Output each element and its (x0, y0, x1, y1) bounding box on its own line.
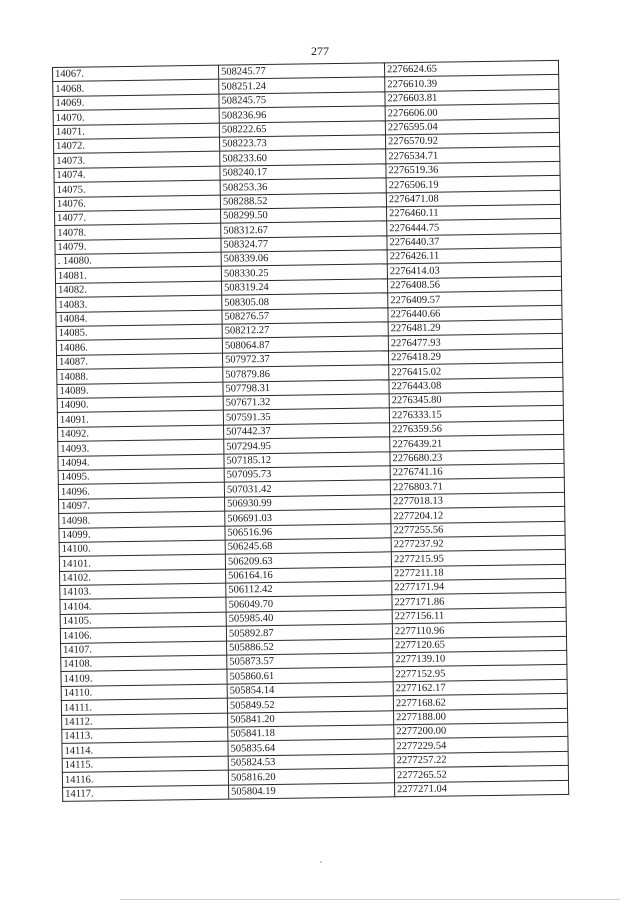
x-coordinate-cell: 505835.64 (228, 739, 394, 756)
x-coordinate-cell: 508253.36 (220, 178, 386, 195)
y-coordinate-cell: 2276534.71 (386, 147, 560, 164)
point-number-cell: 14097. (59, 497, 225, 514)
y-coordinate-cell: 2276415.02 (389, 363, 563, 380)
point-number-cell: 14109. (61, 670, 227, 687)
x-coordinate-cell: 505804.19 (229, 782, 395, 799)
point-number-cell: 14086. (56, 339, 222, 356)
point-number-cell: 14074. (54, 166, 220, 183)
y-coordinate-cell: 2276439.21 (390, 435, 564, 452)
y-coordinate-cell: 2277215.95 (391, 550, 565, 567)
point-number-cell: 14091. (57, 411, 223, 428)
y-coordinate-cell: 2277162.17 (393, 679, 567, 696)
x-coordinate-cell: 508064.87 (222, 336, 388, 353)
x-coordinate-cell: 507879.86 (223, 365, 389, 382)
y-coordinate-cell: 2277152.95 (393, 665, 567, 682)
x-coordinate-cell: 508339.06 (221, 250, 387, 267)
x-coordinate-cell: 507185.12 (224, 451, 390, 468)
point-number-cell: 14088. (57, 367, 223, 384)
x-coordinate-cell: 508305.08 (222, 293, 388, 310)
point-number-cell: 14067. (53, 65, 219, 82)
x-coordinate-cell: 508212.27 (222, 322, 388, 339)
x-coordinate-cell: 506049.70 (226, 595, 392, 612)
x-coordinate-cell: 508312.67 (221, 221, 387, 238)
point-number-cell: 14077. (55, 209, 221, 226)
y-coordinate-cell: 2276471.08 (386, 190, 560, 207)
x-coordinate-cell: 506691.03 (225, 509, 391, 526)
y-coordinate-cell: 2276803.71 (390, 478, 564, 495)
y-coordinate-cell: 2276506.19 (386, 176, 560, 193)
x-coordinate-cell: 508245.75 (219, 92, 385, 109)
x-coordinate-cell: 505816.20 (228, 768, 394, 785)
x-coordinate-cell: 505841.20 (228, 710, 394, 727)
y-coordinate-cell: 2277188.00 (394, 708, 568, 725)
x-coordinate-cell: 506516.96 (225, 523, 391, 540)
x-coordinate-cell: 508324.77 (221, 236, 387, 253)
point-number-cell: 14075. (54, 180, 220, 197)
y-coordinate-cell: 2276345.80 (389, 391, 563, 408)
y-coordinate-cell: 2277265.52 (394, 766, 568, 783)
x-coordinate-cell: 508276.57 (222, 307, 388, 324)
point-number-cell: 14115. (62, 756, 228, 773)
x-coordinate-cell: 505849.52 (227, 696, 393, 713)
x-coordinate-cell: 507442.37 (224, 423, 390, 440)
x-coordinate-cell: 507294.95 (224, 437, 390, 454)
y-coordinate-cell: 2277171.86 (392, 593, 566, 610)
y-coordinate-cell: 2277018.13 (391, 492, 565, 509)
x-coordinate-cell: 506930.99 (225, 495, 391, 512)
y-coordinate-cell: 2276444.75 (387, 219, 561, 236)
x-coordinate-cell: 508236.96 (219, 106, 385, 123)
x-coordinate-cell: 508251.24 (219, 77, 385, 94)
x-coordinate-cell: 508223.73 (219, 135, 385, 152)
page-number: 277 (311, 44, 329, 58)
point-number-cell: 14111. (61, 698, 227, 715)
point-number-cell: 14069. (53, 94, 219, 111)
point-number-cell: 14081. (55, 267, 221, 284)
x-coordinate-cell: 507972.37 (223, 351, 389, 368)
y-coordinate-cell: 2277211.18 (392, 564, 566, 581)
x-coordinate-cell: 506164.16 (226, 566, 392, 583)
y-coordinate-cell: 2277171.94 (392, 578, 566, 595)
scan-speck (320, 861, 322, 863)
point-number-cell: 14114. (62, 741, 228, 758)
x-coordinate-cell: 508245.77 (218, 63, 384, 80)
y-coordinate-cell: 2276408.56 (387, 276, 561, 293)
point-number-cell: 14103. (60, 583, 226, 600)
y-coordinate-cell: 2276460.11 (386, 204, 560, 221)
point-number-cell: 14068. (53, 80, 219, 97)
y-coordinate-cell: 2277156.11 (392, 607, 566, 624)
point-number-cell: 14099. (59, 526, 225, 543)
y-coordinate-cell: 2276477.93 (388, 334, 562, 351)
point-number-cell: 14079. (55, 238, 221, 255)
point-number-cell: 14076. (54, 195, 220, 212)
coordinates-table-wrapper (52, 60, 568, 802)
point-number-cell: 14082. (56, 281, 222, 298)
point-number-cell: 14104. (60, 598, 226, 615)
point-number-cell: 14098. (59, 511, 225, 528)
y-coordinate-cell: 2276333.15 (389, 406, 563, 423)
point-number-cell: 14102. (60, 569, 226, 586)
point-number-cell: 14106. (60, 626, 226, 643)
point-number-cell: 14078. (55, 223, 221, 240)
y-coordinate-cell: 2276624.65 (384, 60, 558, 77)
x-coordinate-cell: 507798.31 (223, 379, 389, 396)
point-number-cell: 14071. (53, 123, 219, 140)
y-coordinate-cell: 2276426.11 (387, 247, 561, 264)
x-coordinate-cell: 508240.17 (220, 164, 386, 181)
x-coordinate-cell: 508319.24 (222, 279, 388, 296)
point-number-cell: 14085. (56, 324, 222, 341)
point-number-cell: 14107. (61, 641, 227, 658)
y-coordinate-cell: 2277139.10 (393, 650, 567, 667)
point-number-cell: 14072. (54, 137, 220, 154)
y-coordinate-cell: 2277271.04 (395, 780, 569, 797)
point-number-cell: 14108. (61, 655, 227, 672)
y-coordinate-cell: 2276409.57 (388, 291, 562, 308)
y-coordinate-cell: 2276443.08 (389, 377, 563, 394)
x-coordinate-cell: 508330.25 (221, 264, 387, 281)
y-coordinate-cell: 2276741.16 (390, 463, 564, 480)
y-coordinate-cell: 2276440.66 (388, 305, 562, 322)
point-number-cell: 14087. (57, 353, 223, 370)
y-coordinate-cell: 2276680.23 (390, 449, 564, 466)
point-number-cell: 14093. (58, 439, 224, 456)
point-number-cell: . 14080. (55, 252, 221, 269)
y-coordinate-cell: 2277257.22 (394, 751, 568, 768)
x-coordinate-cell: 508233.60 (220, 149, 386, 166)
x-coordinate-cell: 505886.52 (227, 638, 393, 655)
y-coordinate-cell: 2276414.03 (387, 262, 561, 279)
point-number-cell: 14092. (58, 425, 224, 442)
y-coordinate-cell: 2276519.36 (386, 161, 560, 178)
x-coordinate-cell: 506112.42 (226, 581, 392, 598)
point-number-cell: 14084. (56, 310, 222, 327)
x-coordinate-cell: 505860.61 (227, 667, 393, 684)
x-coordinate-cell: 505854.14 (227, 682, 393, 699)
x-coordinate-cell: 505892.87 (226, 624, 392, 641)
y-coordinate-cell: 2276440.37 (387, 233, 561, 250)
point-number-cell: 14094. (58, 454, 224, 471)
y-coordinate-cell: 2277237.92 (391, 535, 565, 552)
bottom-edge-line (120, 899, 620, 900)
y-coordinate-cell: 2276481.29 (388, 319, 562, 336)
y-coordinate-cell: 2276595.04 (385, 118, 559, 135)
x-coordinate-cell: 507671.32 (223, 394, 389, 411)
y-coordinate-cell: 2277255.56 (391, 521, 565, 538)
x-coordinate-cell: 508288.52 (220, 192, 386, 209)
point-number-cell: 14096. (58, 482, 224, 499)
y-coordinate-cell: 2276610.39 (385, 75, 559, 92)
point-number-cell: 14113. (62, 727, 228, 744)
x-coordinate-cell: 505985.40 (226, 610, 392, 627)
y-coordinate-cell: 2276359.56 (389, 420, 563, 437)
point-number-cell: 14095. (58, 468, 224, 485)
x-coordinate-cell: 507031.42 (224, 480, 390, 497)
point-number-cell: 14117. (63, 785, 229, 802)
x-coordinate-cell: 508299.50 (221, 207, 387, 224)
point-number-cell: 14105. (60, 612, 226, 629)
point-number-cell: 14100. (59, 540, 225, 557)
point-number-cell: 14112. (62, 713, 228, 730)
point-number-cell: 14110. (61, 684, 227, 701)
y-coordinate-cell: 2277204.12 (391, 506, 565, 523)
x-coordinate-cell: 507591.35 (223, 408, 389, 425)
x-coordinate-cell: 505873.57 (227, 653, 393, 670)
point-number-cell: 14073. (54, 152, 220, 169)
x-coordinate-cell: 506245.68 (225, 538, 391, 555)
point-number-cell: 14101. (59, 554, 225, 571)
x-coordinate-cell: 505841.18 (228, 725, 394, 742)
y-coordinate-cell: 2276418.29 (388, 348, 562, 365)
point-number-cell: 14090. (57, 396, 223, 413)
point-number-cell: 14070. (53, 108, 219, 125)
x-coordinate-cell: 508222.65 (219, 120, 385, 137)
x-coordinate-cell: 506209.63 (225, 552, 391, 569)
y-coordinate-cell: 2277168.62 (393, 694, 567, 711)
y-coordinate-cell: 2277200.00 (394, 722, 568, 739)
point-number-cell: 14089. (57, 382, 223, 399)
y-coordinate-cell: 2276603.81 (385, 89, 559, 106)
y-coordinate-cell: 2277120.65 (393, 636, 567, 653)
y-coordinate-cell: 2276606.00 (385, 104, 559, 121)
y-coordinate-cell: 2276570.92 (385, 132, 559, 149)
point-number-cell: 14116. (62, 770, 228, 787)
point-number-cell: 14083. (56, 295, 222, 312)
y-coordinate-cell: 2277110.96 (392, 622, 566, 639)
coordinates-table-body (53, 60, 569, 801)
x-coordinate-cell: 505824.53 (228, 754, 394, 771)
x-coordinate-cell: 507095.73 (224, 466, 390, 483)
coordinates-table (52, 60, 569, 802)
y-coordinate-cell: 2277229.54 (394, 737, 568, 754)
